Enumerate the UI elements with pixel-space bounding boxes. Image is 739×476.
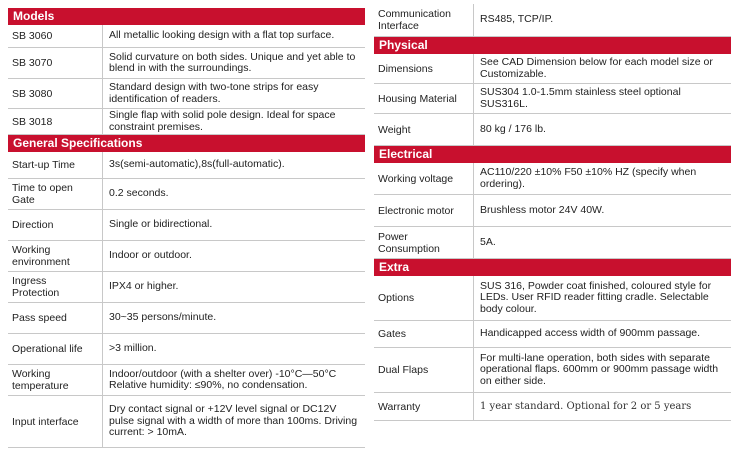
row-value: Solid curvature on both sides. Unique and yet able to blend in with the surroundings. (109, 50, 356, 74)
row-value: SUS304 1.0-1.5mm stainless steel optional SUS316L. (480, 86, 681, 110)
row-value: 5A. (480, 235, 496, 248)
table-row (8, 365, 365, 396)
row-label: Electronic motor (374, 195, 474, 226)
communication-table (374, 4, 731, 37)
row-label: Weight (374, 114, 474, 145)
row-value: Indoor or outdoor. (109, 249, 192, 262)
extra-table (374, 276, 731, 421)
right-spec-column (374, 4, 731, 421)
table-row (374, 163, 731, 195)
row-label: Communication Interface (374, 4, 474, 36)
table-row (374, 321, 731, 348)
row-value: 3s(semi-automatic),8s(full-automatic). (109, 158, 285, 171)
table-row (8, 109, 365, 135)
table-row (374, 84, 731, 114)
physical-header: Physical (374, 37, 731, 54)
row-label: SB 3060 (8, 25, 103, 47)
table-row (8, 152, 365, 179)
models-header: Models (8, 8, 365, 25)
table-row (374, 195, 731, 227)
row-label: Working environment (8, 241, 103, 271)
row-value: Indoor/outdoor (with a shelter over) -10°C—50°C Relative humidity: ≤90%, no condensation. (109, 367, 337, 391)
table-row (8, 241, 365, 272)
row-value: Brushless motor 24V 40W. (480, 203, 605, 216)
row-value: SUS 316, Powder coat finished, coloured style for LEDs. User RFID reader fitting cradle. Selectable body colour. (480, 279, 712, 315)
row-label: Dimensions (374, 54, 474, 83)
row-value: Dry contact signal or +12V level signal or DC12V pulse signal with a width of more than 100ms. Driving current: > 10mA. (109, 403, 358, 439)
table-row (8, 396, 365, 448)
row-label: SB 3070 (8, 48, 103, 78)
models-table (8, 25, 365, 135)
row-label: Warranty (374, 393, 474, 420)
table-row (374, 54, 731, 84)
table-row (374, 4, 731, 37)
row-value: 80 kg / 176 lb. (480, 122, 546, 135)
row-value: RS485, TCP/IP. (480, 13, 554, 26)
table-row (374, 227, 731, 259)
row-label: Time to open Gate (8, 179, 103, 209)
row-value: For multi-lane operation, both sides with separate operational flaps. 600mm or 900mm passage width on either side. (480, 351, 719, 387)
table-row (8, 334, 365, 365)
table-row (374, 393, 731, 421)
table-row (374, 114, 731, 146)
row-label: Ingress Protection (8, 272, 103, 302)
row-value: >3 million. (109, 342, 157, 355)
extra-header: Extra (374, 259, 731, 276)
row-label: Power Consumption (374, 227, 474, 258)
general-specifications-header: General Specifications (8, 135, 365, 152)
table-row (8, 48, 365, 79)
physical-table (374, 54, 731, 146)
row-value: Single flap with solid pole design. Ideal for space constraint premises. (109, 109, 336, 133)
table-row (374, 276, 731, 321)
electrical-header: Electrical (374, 146, 731, 163)
table-row (374, 348, 731, 393)
row-value: Single or bidirectional. (109, 218, 213, 231)
row-label: Options (374, 276, 474, 320)
table-row (8, 303, 365, 334)
row-label: Housing Material (374, 84, 474, 113)
row-label: Input interface (8, 396, 103, 447)
row-label: SB 3018 (8, 109, 103, 134)
row-value: All metallic looking design with a flat top surface. (109, 29, 335, 42)
row-value: 0.2 seconds. (109, 187, 169, 200)
table-row (8, 272, 365, 303)
row-label: Start-up Time (8, 152, 103, 178)
row-label: Gates (374, 321, 474, 347)
row-label: Operational life (8, 334, 103, 364)
row-label: Working temperature (8, 365, 103, 395)
row-value: 1 year standard. Optional for 2 or 5 years (480, 400, 692, 412)
row-label: Direction (8, 210, 103, 240)
table-row (8, 210, 365, 241)
row-label: Dual Flaps (374, 348, 474, 392)
row-value: Handicapped access width of 900mm passage. (480, 327, 701, 340)
table-row (8, 25, 365, 48)
row-label: SB 3080 (8, 79, 103, 108)
row-value: Standard design with two-tone strips for easy identification of readers. (109, 81, 319, 105)
row-label: Pass speed (8, 303, 103, 333)
table-row (8, 79, 365, 109)
general-specifications-table (8, 152, 365, 448)
row-label: Working voltage (374, 163, 474, 194)
left-spec-column (8, 8, 365, 448)
row-value: 30~35 persons/minute. (109, 311, 217, 324)
table-row (8, 179, 365, 210)
row-value: See CAD Dimension below for each model size or Customizable. (480, 56, 713, 80)
electrical-table (374, 163, 731, 259)
row-value: IPX4 or higher. (109, 280, 179, 293)
row-value: AC110/220 ±10% F50 ±10% HZ (specify when ordering). (480, 166, 697, 190)
